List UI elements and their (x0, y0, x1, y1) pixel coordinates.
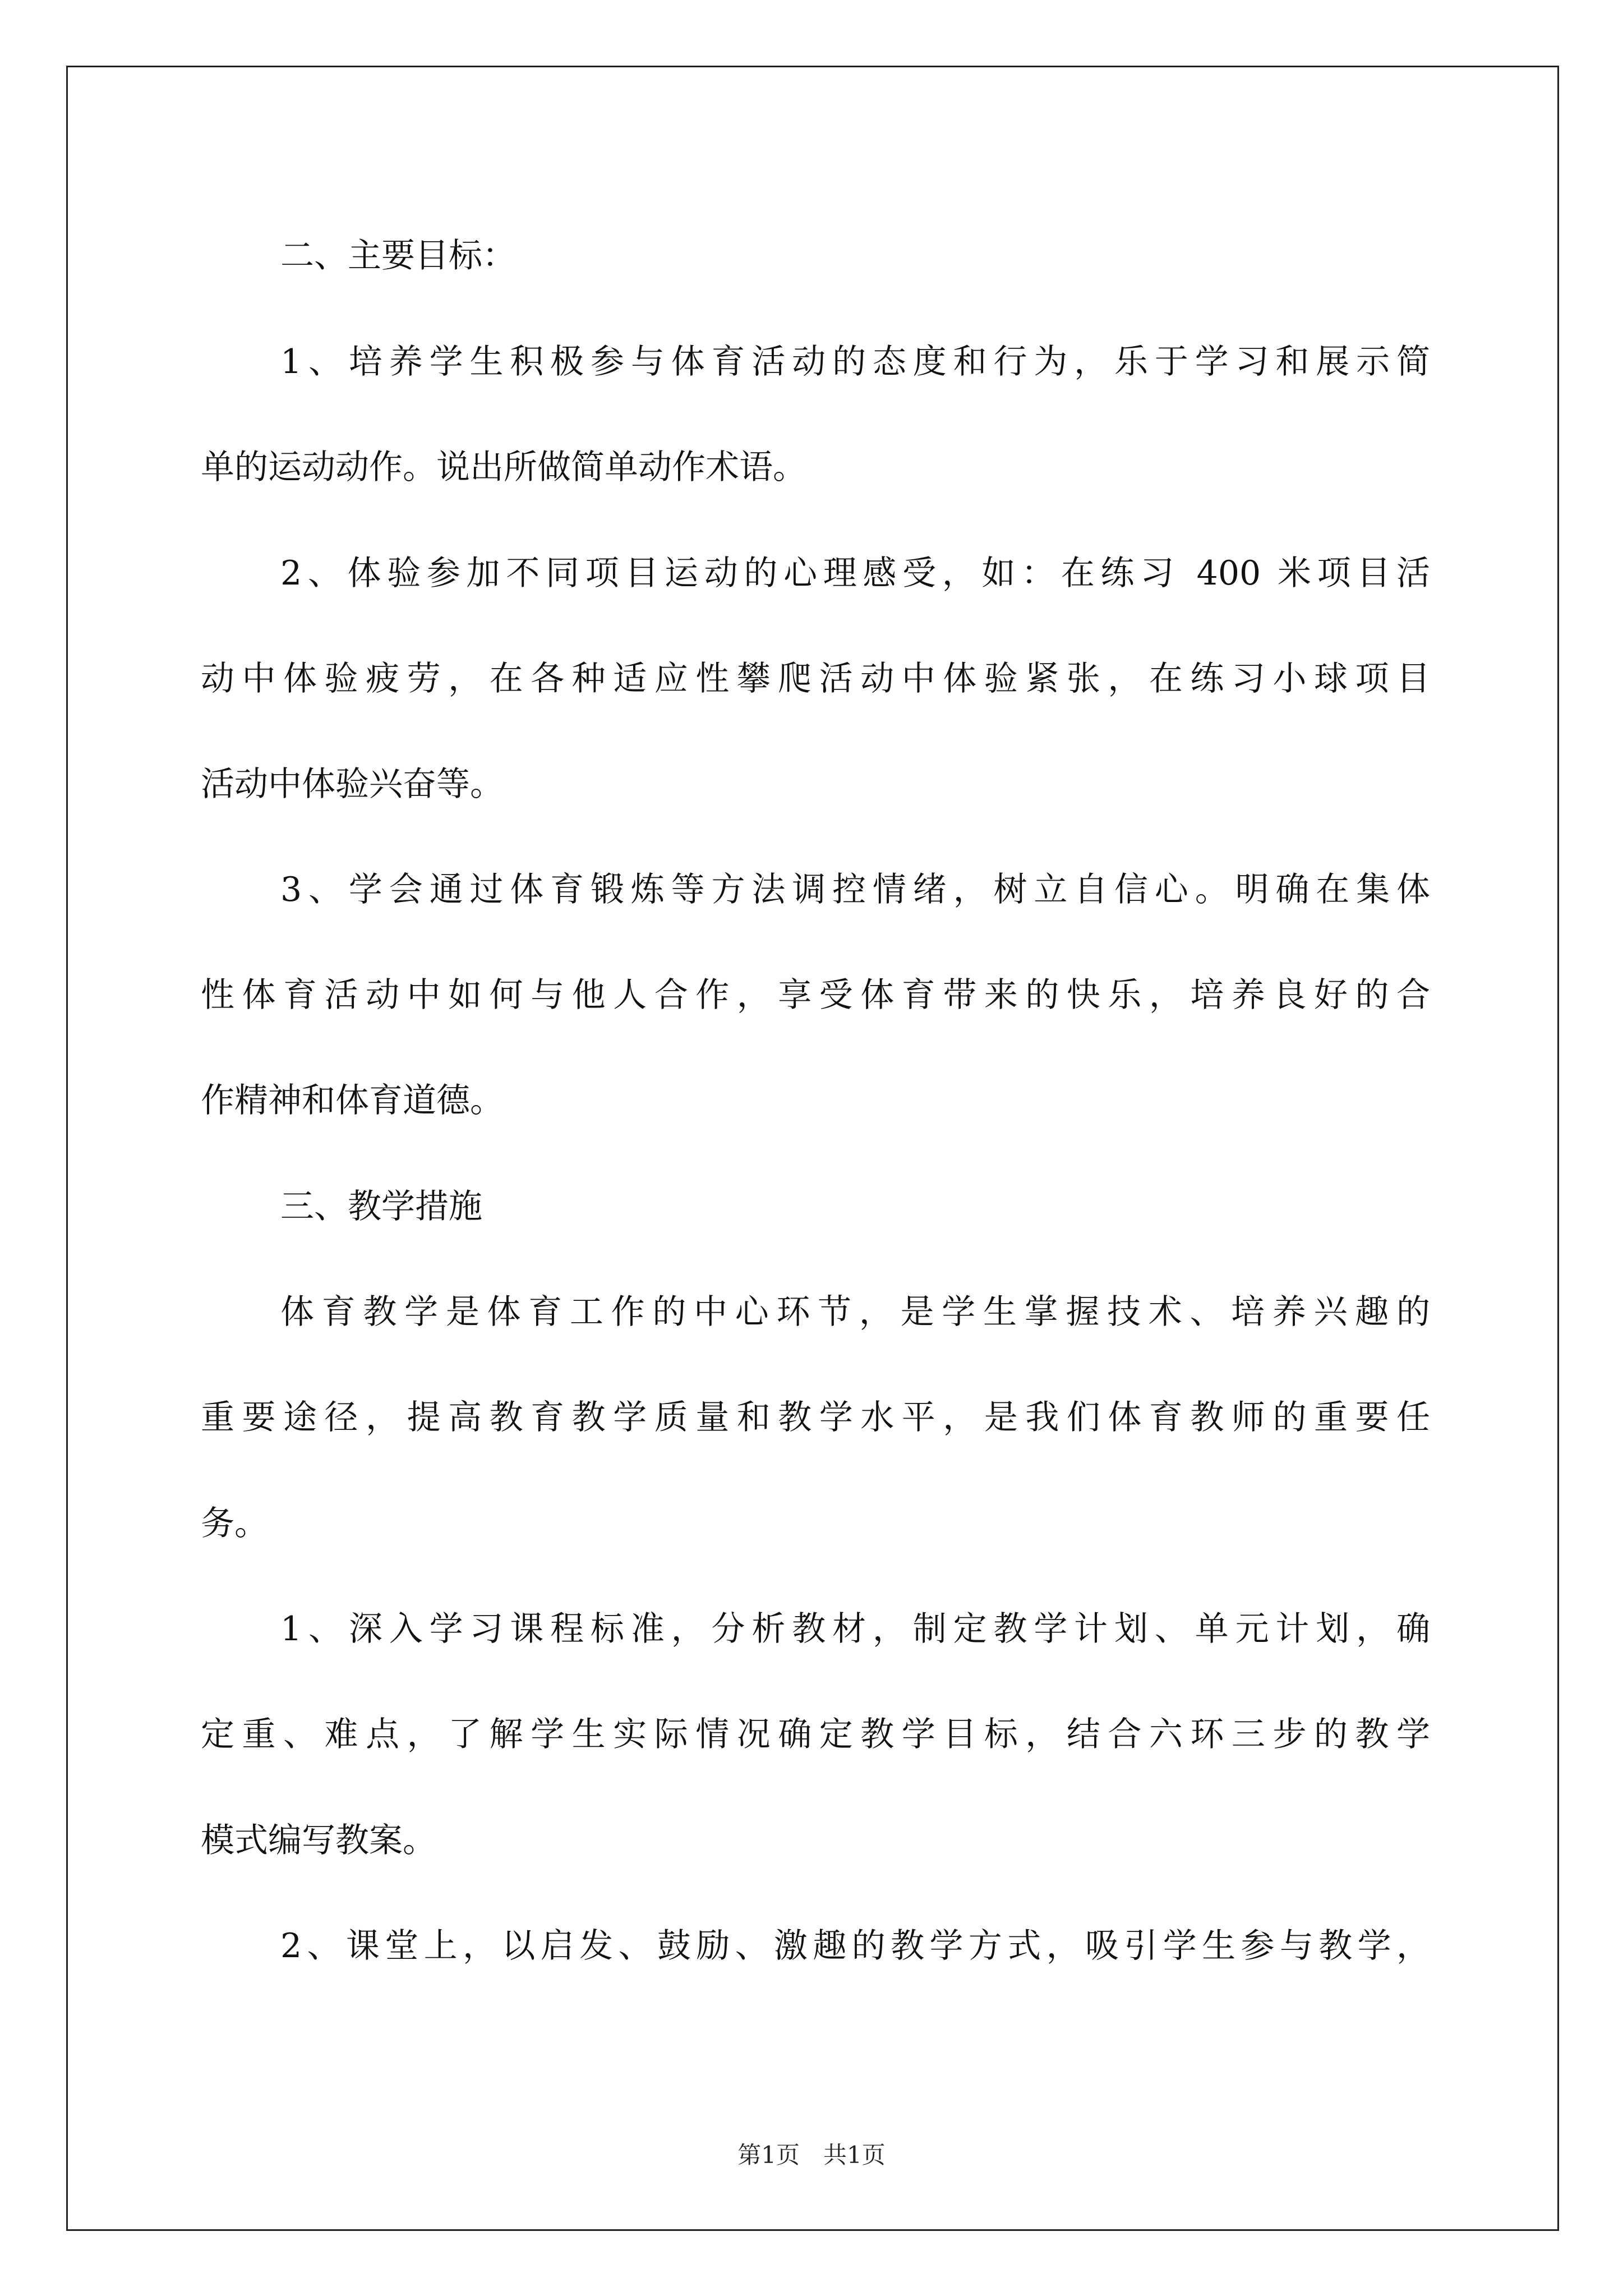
section-heading-goals: 二、主要目标： (280, 236, 516, 275)
paragraph-line: 定重、难点，了解学生实际情况确定教学目标，结合六环三步的教学 (201, 1715, 1430, 1754)
paragraph-line: 2、体验参加不同项目运动的心理感受，如：在练习 400 米项目活 (280, 554, 1430, 593)
paragraph-line: 2、课堂上，以启发、鼓励、激趣的教学方式，吸引学生参与教学， (280, 1926, 1430, 1966)
paragraph-line: 模式编写教案。 (201, 1821, 436, 1860)
paragraph-line: 务。 (201, 1504, 268, 1543)
paragraph-line: 重要途径，提高教育教学质量和教学水平，是我们体育教师的重要任 (201, 1398, 1430, 1437)
paragraph-line: 性体育活动中如何与他人合作，享受体育带来的快乐，培养良好的合 (201, 976, 1430, 1015)
paragraph-line: 动中体验疲劳，在各种适应性攀爬活动中体验紧张，在练习小球项目 (201, 659, 1430, 698)
paragraph-line: 作精神和体育道德。 (201, 1081, 504, 1120)
paragraph-line: 3、学会通过体育锻炼等方法调控情绪，树立自信心。明确在集体 (280, 870, 1430, 909)
paragraph-line: 1、深入学习课程标准，分析教材，制定教学计划、单元计划，确 (280, 1609, 1430, 1649)
paragraph-line: 1、培养学生积极参与体育活动的态度和行为，乐于学习和展示简 (280, 342, 1430, 381)
paragraph-line: 活动中体验兴奋等。 (201, 765, 504, 804)
page-border (66, 66, 1559, 2231)
paragraph-line: 单的运动动作。说出所做简单动作术语。 (201, 448, 806, 487)
paragraph-line: 体育教学是体育工作的中心环节，是学生掌握技术、培养兴趣的 (280, 1292, 1430, 1332)
page-number-footer: 第1页 共1页 (737, 2141, 886, 2169)
section-heading-measures: 三、教学措施 (280, 1187, 482, 1226)
